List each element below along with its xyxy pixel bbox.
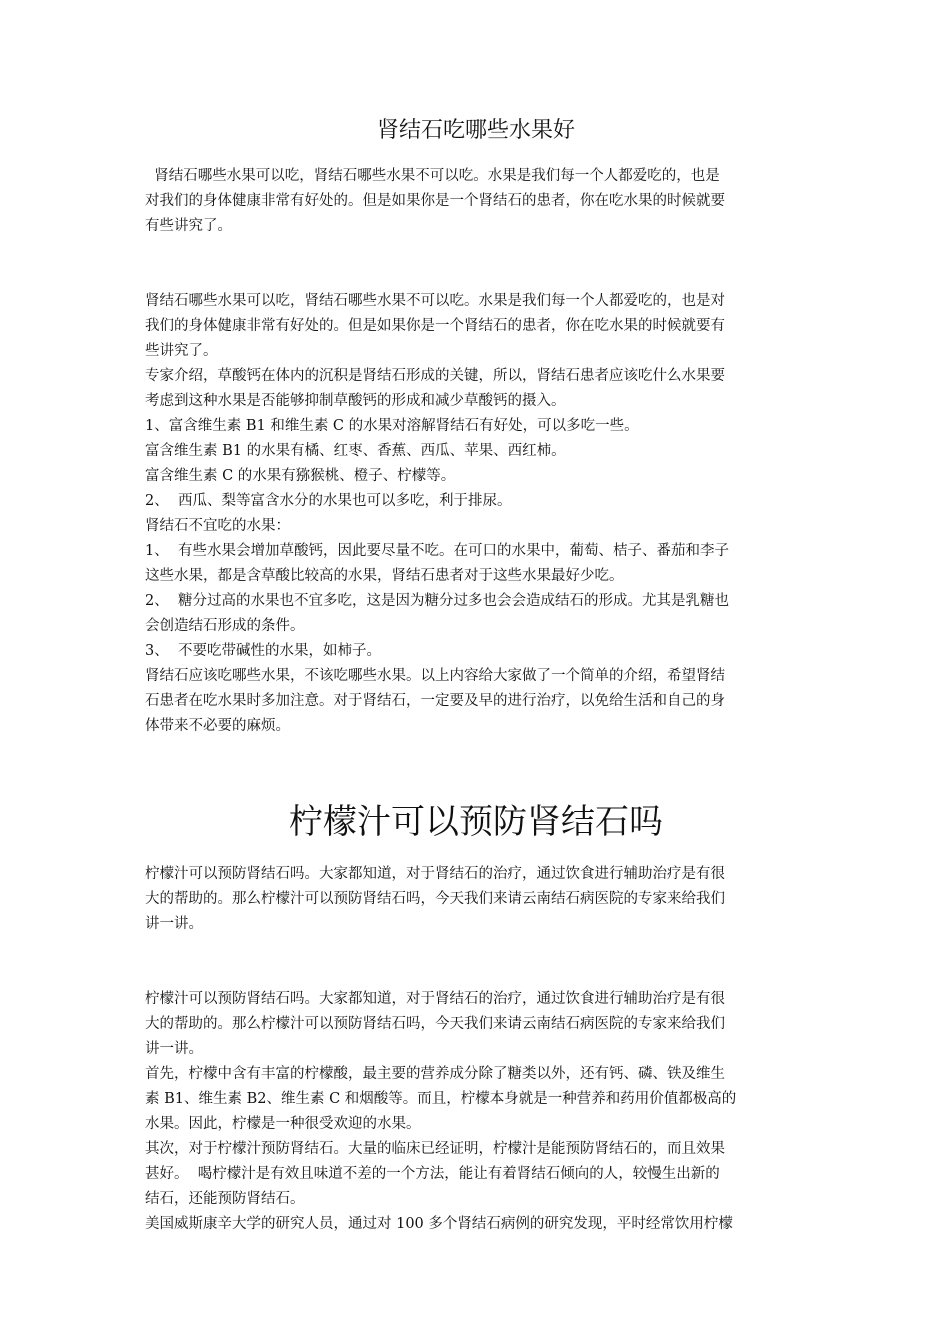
section2-body-line: 美国威斯康辛大学的研究人员，通过对 100 多个肾结石病例的研究发现，平时经常饮用柠檬 bbox=[145, 1216, 733, 1232]
section1-body-line: 肾结石不宜吃的水果： bbox=[145, 518, 290, 534]
section2-content bbox=[145, 862, 807, 1237]
section1-body-line: 3、 不要吃带碱性的水果，如柿子。 bbox=[145, 643, 381, 659]
section2-body-line: 甚好。 喝柠檬汁是有效且味道不差的一个方法，能让有着肾结石倾向的人，较慢生出新的 bbox=[145, 1166, 720, 1182]
section2-body-line: 结石，还能预防肾结石。 bbox=[145, 1191, 305, 1207]
section1-body-line: 1、 有些水果会增加草酸钙，因此要尽量不吃。在可口的水果中，葡萄、桔子、番茄和李子 bbox=[145, 543, 729, 559]
section1-body-line: 这些水果，都是含草酸比较高的水果，肾结石患者对于这些水果最好少吃。 bbox=[145, 568, 624, 584]
paragraph-gap bbox=[145, 937, 807, 962]
section1-intro-line: 肾结石哪些水果可以吃，肾结石哪些水果不可以吃。水果是我们每一个人都爱吃的，也是 bbox=[145, 168, 720, 184]
section1-body-line: 专家介绍，草酸钙在体内的沉积是肾结石形成的关键，所以，肾结石患者应该吃什么水果要 bbox=[145, 368, 725, 384]
section1-title: 肾结石吃哪些水果好 bbox=[376, 118, 575, 143]
section2-title: 柠檬汁可以预防肾结石吗 bbox=[289, 802, 663, 842]
section1-body-line: 2、 西瓜、梨等富含水分的水果也可以多吃，利于排尿。 bbox=[145, 493, 512, 509]
section1-body-line: 1、富含维生素 B1 和维生素 C 的水果对溶解肾结石有好处，可以多吃一些。 bbox=[145, 418, 639, 434]
section2-body-line: 素 B1、维生素 B2、维生素 C 和烟酸等。而且，柠檬本身就是一种营养和药用价值都极高的 bbox=[145, 1091, 737, 1107]
section2-body-line: 大的帮助的。那么柠檬汁可以预防肾结石吗，今天我们来请云南结石病医院的专家来给我们 bbox=[145, 1016, 725, 1032]
section2-intro-line: 大的帮助的。那么柠檬汁可以预防肾结石吗，今天我们来请云南结石病医院的专家来给我们 bbox=[145, 891, 725, 907]
paragraph-gap bbox=[145, 264, 807, 289]
section1-body-line: 富含维生素 C 的水果有猕猴桃、橙子、柠檬等。 bbox=[145, 468, 456, 484]
section1-body-line: 肾结石应该吃哪些水果，不该吃哪些水果。以上内容给大家做了一个简单的介绍，希望肾结 bbox=[145, 668, 725, 684]
section1-body-line: 2、 糖分过高的水果也不宜多吃，这是因为糖分过多也会会造成结石的形成。尤其是乳糖也 bbox=[145, 593, 729, 609]
section1-body-line: 体带来不必要的麻烦。 bbox=[145, 718, 290, 734]
section2-body-line: 水果。因此，柠檬是一种很受欢迎的水果。 bbox=[145, 1116, 421, 1132]
section1-content bbox=[145, 164, 807, 739]
section1-body-line: 肾结石哪些水果可以吃，肾结石哪些水果不可以吃。水果是我们每一个人都爱吃的，也是对 bbox=[145, 293, 725, 309]
section1-body-line: 我们的身体健康非常有好处的。但是如果你是一个肾结石的患者，你在吃水果的时候就要有 bbox=[145, 318, 725, 334]
paragraph-gap bbox=[145, 239, 807, 264]
paragraph-gap bbox=[145, 962, 807, 987]
section2-intro-line: 讲一讲。 bbox=[145, 916, 203, 932]
section2-body-line: 讲一讲。 bbox=[145, 1041, 203, 1057]
section1-intro-line: 有些讲究了。 bbox=[145, 218, 232, 234]
section1-body-line: 石患者在吃水果时多加注意。对于肾结石，一定要及早的进行治疗，以免给生活和自己的身 bbox=[145, 693, 725, 709]
section2-body-line: 首先，柠檬中含有丰富的柠檬酸，最主要的营养成分除了糖类以外，还有钙、磷、铁及维生 bbox=[145, 1066, 725, 1082]
section2-intro-line: 柠檬汁可以预防肾结石吗。大家都知道，对于肾结石的治疗，通过饮食进行辅助治疗是有很 bbox=[145, 866, 725, 882]
section1-body-line: 考虑到这种水果是否能够抑制草酸钙的形成和减少草酸钙的摄入。 bbox=[145, 393, 566, 409]
section1-intro-line: 对我们的身体健康非常有好处的。但是如果你是一个肾结石的患者，你在吃水果的时候就要 bbox=[145, 193, 725, 209]
section1-body-line: 些讲究了。 bbox=[145, 343, 218, 359]
section1-body-line: 会创造结石形成的条件。 bbox=[145, 618, 305, 634]
section1-body-line: 富含维生素 B1 的水果有橘、红枣、香蕉、西瓜、苹果、西红柿。 bbox=[145, 443, 566, 459]
section2-body-line: 柠檬汁可以预防肾结石吗。大家都知道，对于肾结石的治疗，通过饮食进行辅助治疗是有很 bbox=[145, 991, 725, 1007]
section2-body-line: 其次，对于柠檬汁预防肾结石。大量的临床已经证明，柠檬汁是能预防肾结石的，而且效果 bbox=[145, 1141, 725, 1157]
